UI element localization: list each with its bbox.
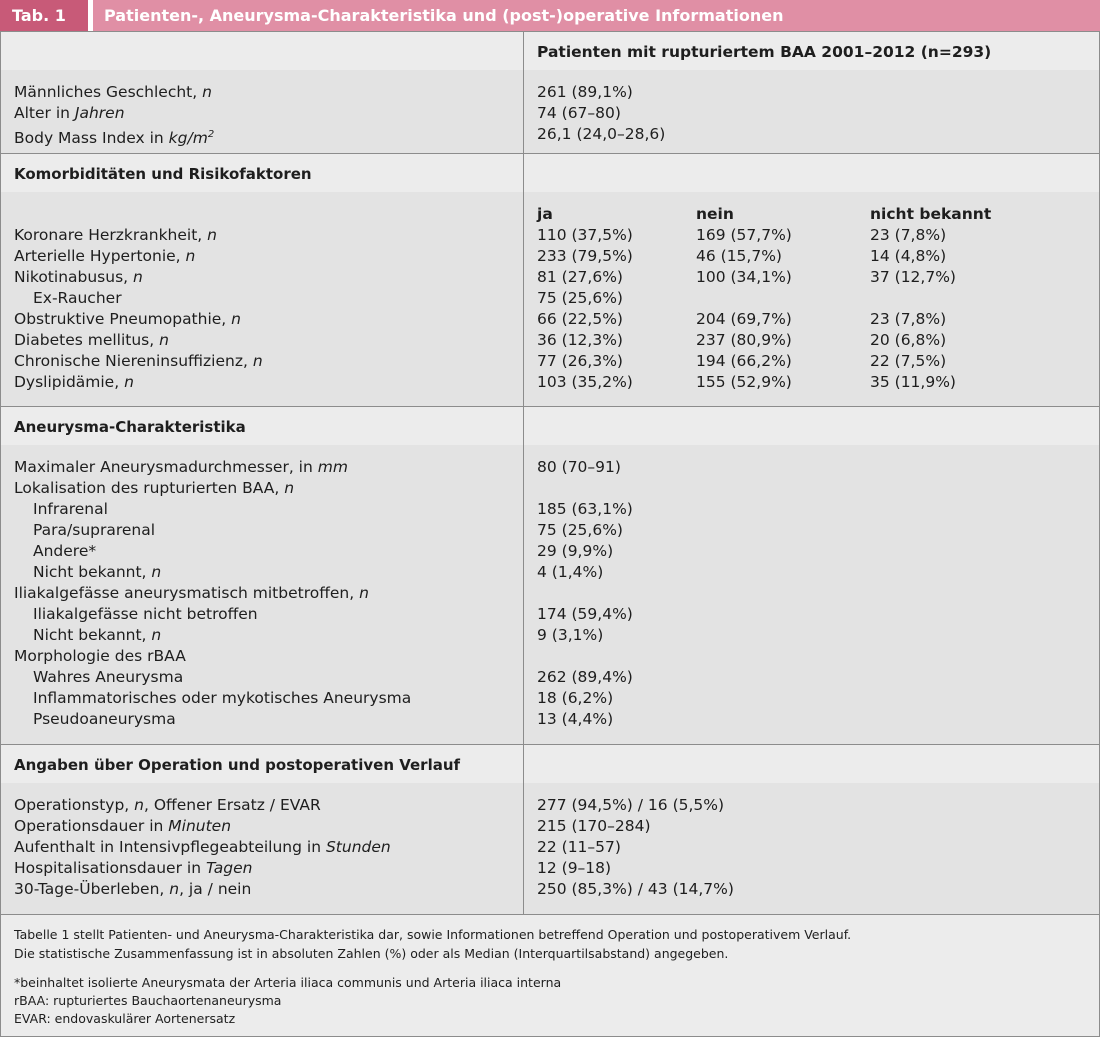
value-hospital-stay: 12 (9–18) bbox=[537, 859, 612, 877]
row-label-icu-stay: Aufenthalt in Intensivpflegeabteilung in Stunden bbox=[14, 838, 391, 856]
cell-ja: 77 (26,3%) bbox=[537, 352, 623, 370]
value-icu-stay: 22 (11–57) bbox=[537, 838, 621, 856]
value-iliac-unknown: 9 (3,1%) bbox=[537, 626, 604, 644]
cell-nein: 204 (69,7%) bbox=[696, 310, 792, 328]
cell-nein: 155 (52,9%) bbox=[696, 373, 792, 391]
cell-nicht-bekannt: 22 (7,5%) bbox=[870, 352, 947, 370]
cell-nein: 237 (80,9%) bbox=[696, 331, 792, 349]
row-label-ckd: Chronische Niereninsuffizienz, n bbox=[14, 352, 263, 370]
cell-ja: 110 (37,5%) bbox=[537, 226, 633, 244]
row-label-bmi: Body Mass Index in $kg/m^2$ bbox=[14, 129, 215, 148]
value-sex: 261 (89,1%) bbox=[537, 83, 633, 101]
col-header-ja: ja bbox=[537, 205, 553, 223]
row-label-unknown: Nicht bekannt, n bbox=[33, 563, 162, 581]
row-label-operation-type: Operationstyp, n, Offener Ersatz / EVAR bbox=[14, 796, 321, 814]
col-header-nicht-bekannt: nicht bekannt bbox=[870, 205, 992, 223]
row-label-localisation: Lokalisation des rupturierten BAA, n bbox=[14, 479, 295, 497]
cell-nicht-bekannt: 35 (11,9%) bbox=[870, 373, 956, 391]
value-age: 74 (67–80) bbox=[537, 104, 621, 122]
cell-nein: 169 (57,7%) bbox=[696, 226, 792, 244]
table-number-label: Tab. 1 bbox=[0, 0, 88, 31]
cell-ja: 233 (79,5%) bbox=[537, 247, 633, 265]
cell-ja: 36 (12,3%) bbox=[537, 331, 623, 349]
row-label-true-aneurysm: Wahres Aneurysma bbox=[33, 668, 184, 686]
footnote-asterisk: *beinhaltet isolierte Aneurysmata der Arteria iliaca communis und Arteria iliaca interna bbox=[14, 975, 562, 990]
footnote-evar: EVAR: endovaskulärer Aortenersatz bbox=[14, 1011, 236, 1026]
row-label-iliac-not-involved: Iliakalgefässe nicht betroffen bbox=[33, 605, 258, 623]
row-label-max-diameter: Maximaler Aneurysmadurchmesser, in mm bbox=[14, 458, 348, 476]
cell-nein: 194 (66,2%) bbox=[696, 352, 792, 370]
row-label-other: Andere* bbox=[33, 542, 97, 560]
row-label-iliac-unknown: Nicht bekannt, n bbox=[33, 626, 162, 644]
row-label-diabetes: Diabetes mellitus, n bbox=[14, 331, 169, 349]
value-other: 29 (9,9%) bbox=[537, 542, 614, 560]
row-label-morphology: Morphologie des rBAA bbox=[14, 647, 186, 665]
value-unknown: 4 (1,4%) bbox=[537, 563, 604, 581]
cell-ja: 66 (22,5%) bbox=[537, 310, 623, 328]
row-label-sex: Männliches Geschlecht, n bbox=[14, 83, 212, 101]
row-label-iliac-involved: Iliakalgefässe aneurysmatisch mitbetroffen, n bbox=[14, 584, 369, 602]
value-iliac-not-involved: 174 (59,4%) bbox=[537, 605, 633, 623]
col-header-nein: nein bbox=[696, 205, 734, 223]
row-label-hospital-stay: Hospitalisationsdauer in Tagen bbox=[14, 859, 253, 877]
table-footnotes bbox=[1, 915, 1099, 1036]
value-true-aneurysm: 262 (89,4%) bbox=[537, 668, 633, 686]
value-suprarenal: 75 (25,6%) bbox=[537, 521, 623, 539]
row-label-suprarenal: Para/suprarenal bbox=[33, 521, 156, 539]
section-title-aneurysm: Aneurysma-Charakteristika bbox=[14, 418, 246, 436]
cell-ja: 75 (25,6%) bbox=[537, 289, 623, 307]
row-label-operation-duration: Operationsdauer in Minuten bbox=[14, 817, 232, 835]
row-label-inflammatory: Inflammatorisches oder mykotisches Aneurysma bbox=[33, 689, 412, 707]
row-label-smoking: Nikotinabusus, n bbox=[14, 268, 143, 286]
footnote-rbaa: rBAA: rupturiertes Bauchaortenaneurysma bbox=[14, 993, 282, 1008]
row-label-hypertension: Arterielle Hypertonie, n bbox=[14, 247, 196, 265]
table-title-bar bbox=[0, 0, 1100, 31]
footnote-statistics: Die statistische Zusammenfassung ist in absoluten Zahlen (%) oder als Median (Interquartilsabstand) angegeben. bbox=[14, 946, 729, 961]
cell-nein: 46 (15,7%) bbox=[696, 247, 782, 265]
cell-ja: 81 (27,6%) bbox=[537, 268, 623, 286]
value-infrarenal: 185 (63,1%) bbox=[537, 500, 633, 518]
value-inflammatory: 18 (6,2%) bbox=[537, 689, 614, 707]
value-pseudoaneurysm: 13 (4,4%) bbox=[537, 710, 614, 728]
row-label-chd: Koronare Herzkrankheit, n bbox=[14, 226, 217, 244]
value-bmi: 26,1 (24,0–28,6) bbox=[537, 125, 666, 143]
value-max-diameter: 80 (70–91) bbox=[537, 458, 621, 476]
section-title-operation: Angaben über Operation und postoperativen Verlauf bbox=[14, 756, 461, 774]
row-label-pseudoaneurysm: Pseudoaneurysma bbox=[33, 710, 176, 728]
column-header-patients: Patienten mit rupturiertem BAA 2001–2012 (n=293) bbox=[537, 43, 992, 61]
cell-nicht-bekannt: 23 (7,8%) bbox=[870, 226, 947, 244]
cell-nicht-bekannt: 20 (6,8%) bbox=[870, 331, 947, 349]
cell-ja: 103 (35,2%) bbox=[537, 373, 633, 391]
cell-nicht-bekannt: 23 (7,8%) bbox=[870, 310, 947, 328]
table-title: Patienten-, Aneurysma-Charakteristika und (post-)operative Informationen bbox=[93, 0, 1100, 31]
section-title-comorbidity: Komorbiditäten und Risikofaktoren bbox=[14, 165, 312, 183]
value-operation-duration: 215 (170–284) bbox=[537, 817, 651, 835]
data-table bbox=[0, 31, 1100, 1037]
row-label-age: Alter in Jahren bbox=[14, 104, 125, 122]
cell-nein: 100 (34,1%) bbox=[696, 268, 792, 286]
row-label-copd: Obstruktive Pneumopathie, n bbox=[14, 310, 241, 328]
value-30-day-survival: 250 (85,3%) / 43 (14,7%) bbox=[537, 880, 734, 898]
footnote-description: Tabelle 1 stellt Patienten- und Aneurysma-Charakteristika dar, sowie Informationen betreffend Operation und postoperativem Verlauf. bbox=[14, 927, 852, 942]
row-label-ex-smoker: Ex-Raucher bbox=[33, 289, 122, 307]
row-label-infrarenal: Infrarenal bbox=[33, 500, 108, 518]
cell-nicht-bekannt: 37 (12,7%) bbox=[870, 268, 956, 286]
value-operation-type: 277 (94,5%) / 16 (5,5%) bbox=[537, 796, 725, 814]
row-label-30-day-survival: 30-Tage-Überleben, n, ja / nein bbox=[14, 880, 252, 898]
cell-nicht-bekannt: 14 (4,8%) bbox=[870, 247, 947, 265]
column-divider bbox=[523, 32, 524, 914]
row-label-dyslipidemia: Dyslipidämie, n bbox=[14, 373, 134, 391]
